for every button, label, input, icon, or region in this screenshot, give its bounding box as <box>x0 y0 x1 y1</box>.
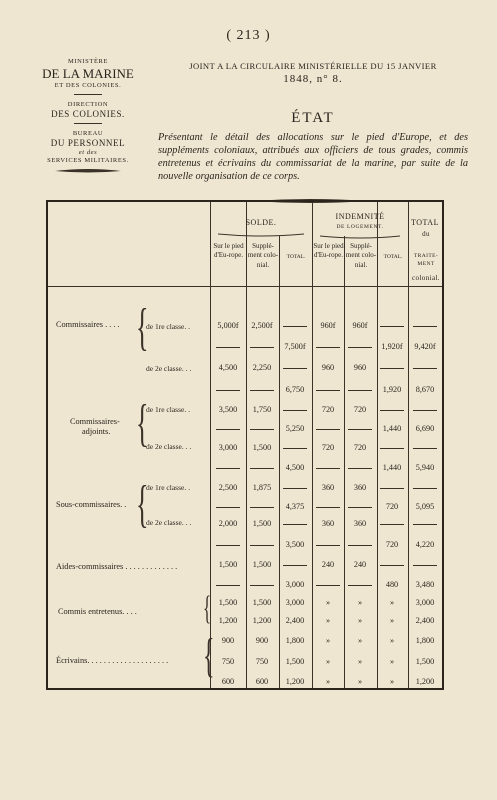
table-cell: 720 <box>353 405 367 414</box>
header-total-top: TOTAL <box>411 218 439 227</box>
table-cell: 5,250 <box>285 424 305 433</box>
document-subtitle: Présentant le détail des allocations sur le pied d'Europe, et des suppléments coloniaux, attribués aux officiers de tous grades, commis entretenus et écrivains du commissariat de la marine, par suite de la nouvelle organisation de ce corps. <box>158 132 468 183</box>
table-cell: 2,400 <box>285 616 305 625</box>
row-label-ecrivains: Écrivains. . . . . . . . . . . . . . . . . . . . <box>56 656 169 665</box>
table-cell: » <box>357 636 363 645</box>
table-cell: 600 <box>221 677 235 686</box>
class-label: de 1re classe. . <box>146 322 190 331</box>
table-rule <box>380 368 404 369</box>
header-sur-pied: Sur le pied d'Eu-rope. <box>213 242 244 260</box>
table-cell: » <box>357 616 363 625</box>
table-cell: 240 <box>353 560 367 569</box>
table-rule <box>380 488 404 489</box>
flourish-ornament <box>53 168 123 174</box>
table-cell: 360 <box>353 519 367 528</box>
table-cell: 1,875 <box>252 483 272 492</box>
table-rule <box>348 507 372 508</box>
table-cell: » <box>357 598 363 607</box>
row-label-commissaires-adjoints-2: adjoints. <box>82 427 111 436</box>
table-cell: 3,000 <box>415 598 435 607</box>
table-rule <box>216 390 240 391</box>
table-cell: 360 <box>321 519 335 528</box>
table-cell: 1,500 <box>218 598 238 607</box>
table-cell: 2,400 <box>415 616 435 625</box>
table-cell: 1,200 <box>415 677 435 686</box>
header-indemnite: INDEMNITÉ <box>335 212 385 221</box>
table-cell: 1,500 <box>252 519 272 528</box>
table-cell: 3,500 <box>218 405 238 414</box>
table-cell: » <box>389 677 395 686</box>
table-rule <box>283 448 307 449</box>
table-rule <box>250 507 274 508</box>
table-cell: » <box>389 598 395 607</box>
table-cell: 3,000 <box>285 598 305 607</box>
brace: { <box>203 629 215 682</box>
table-rule <box>283 326 307 327</box>
class-label: de 1re classe. . <box>146 483 190 492</box>
table-rule <box>316 468 340 469</box>
table-cell: » <box>389 657 395 666</box>
ministry-small: MINISTÈRE <box>67 58 109 65</box>
table-cell: 5,940 <box>415 463 435 472</box>
table-cell: 7,500f <box>284 342 306 351</box>
table-cell: 1,200 <box>218 616 238 625</box>
table-cell: 960 <box>321 363 335 372</box>
table-cell: » <box>389 636 395 645</box>
table-cell: 4,375 <box>285 502 305 511</box>
class-label: de 1re classe. . <box>146 405 190 414</box>
table-rule <box>380 565 404 566</box>
table-rule <box>250 545 274 546</box>
table-cell: 3,000 <box>285 580 305 589</box>
divider <box>74 123 102 124</box>
table-rule <box>250 429 274 430</box>
page-number: ( 213 ) <box>226 28 271 43</box>
table-cell: 2,250 <box>252 363 272 372</box>
table-cell: 3,480 <box>415 580 435 589</box>
row-label-commissaires: Commissaires . . . . <box>56 320 120 329</box>
circular-reference <box>158 61 468 86</box>
table-cell: 2,000 <box>218 519 238 528</box>
brace: { <box>136 395 149 452</box>
table-cell: 9,420f <box>414 342 436 351</box>
table-rule <box>216 585 240 586</box>
table-cell: 4,500 <box>218 363 238 372</box>
table-cell: 1,750 <box>252 405 272 414</box>
table-rule <box>380 326 404 327</box>
direction-name: DES COLONIES. <box>51 108 125 119</box>
class-label: de 2e classe. . . <box>146 518 192 527</box>
table-cell: » <box>357 677 363 686</box>
table-cell: 6,750 <box>285 385 305 394</box>
table-rule <box>216 429 240 430</box>
table-rule <box>250 468 274 469</box>
class-label: de 2e classe. . . <box>146 364 192 373</box>
brace: { <box>136 299 149 356</box>
class-label: de 2e classe. . . <box>146 442 192 451</box>
table-rule <box>413 524 437 525</box>
table-cell: 750 <box>255 657 269 666</box>
circular-line1: JOINT A LA CIRCULAIRE MINISTÉRIELLE DU 15 JANVIER <box>189 61 437 71</box>
table-cell: 960 <box>353 363 367 372</box>
table-cell: 360 <box>321 483 335 492</box>
bureau-sub2: SERVICES MILITAIRES. <box>47 157 129 165</box>
table-cell: 360 <box>353 483 367 492</box>
table-cell: 1,200 <box>252 616 272 625</box>
table-cell: 5,095 <box>415 502 435 511</box>
circular-line2: 1848, n° 8. <box>283 73 343 86</box>
table-rule <box>413 410 437 411</box>
table-rule <box>316 507 340 508</box>
table-rule <box>413 326 437 327</box>
table-rule <box>283 368 307 369</box>
table-rule <box>316 585 340 586</box>
table-cell: 750 <box>221 657 235 666</box>
table-rule <box>283 410 307 411</box>
ministry-name: DE LA MARINE <box>42 66 134 82</box>
table-cell: » <box>325 598 331 607</box>
table-rule <box>380 524 404 525</box>
table-rule <box>283 488 307 489</box>
table-rule <box>316 347 340 348</box>
ministry-header <box>18 58 158 174</box>
table-cell: 3,500 <box>285 540 305 549</box>
table-rule <box>348 390 372 391</box>
table-cell: 480 <box>385 580 399 589</box>
allocations-table <box>46 200 444 690</box>
table-cell: 2,500 <box>218 483 238 492</box>
divider <box>74 94 102 95</box>
table-cell: » <box>325 636 331 645</box>
table-cell: 1,500 <box>252 598 272 607</box>
table-rule <box>413 448 437 449</box>
table-cell: 3,000 <box>218 443 238 452</box>
table-cell: 5,000f <box>217 321 239 330</box>
table-cell: 1,500 <box>252 443 272 452</box>
table-rule <box>316 429 340 430</box>
bureau-small: BUREAU <box>72 129 104 137</box>
table-cell: » <box>325 616 331 625</box>
table-cell: » <box>325 657 331 666</box>
table-cell: 4,220 <box>415 540 435 549</box>
table-rule <box>348 468 372 469</box>
table-cell: 1,800 <box>415 636 435 645</box>
table-rule <box>316 545 340 546</box>
table-cell: 900 <box>255 636 269 645</box>
direction-small: DIRECTION <box>67 100 109 108</box>
table-rule <box>216 347 240 348</box>
header-indemnite-sub: DE LOGEMENT. <box>336 224 384 230</box>
table-rule <box>250 585 274 586</box>
table-cell: 720 <box>385 540 399 549</box>
table-cell: 1,800 <box>285 636 305 645</box>
table-rule <box>250 390 274 391</box>
table-cell: » <box>389 616 395 625</box>
header-indem-sur-pied: Sur le pied d'Eu-rope. <box>313 242 344 260</box>
table-cell: 6,690 <box>415 424 435 433</box>
table-cell: 900 <box>221 636 235 645</box>
header-total: TOTAL. <box>286 254 306 260</box>
header-indem-supplement: Supplé-ment colo-nial. <box>345 242 377 269</box>
row-label-commis-entretenus: Commis entretenus. . . . <box>58 607 137 616</box>
table-cell: 1,440 <box>382 463 402 472</box>
table-cell: 720 <box>321 405 335 414</box>
table-cell: 1,500 <box>252 560 272 569</box>
brace: { <box>136 476 149 533</box>
table-cell: 720 <box>385 502 399 511</box>
row-label-commissaires-adjoints: Commissaires- <box>70 417 120 426</box>
table-cell: 960f <box>320 321 336 330</box>
table-cell: 1,920 <box>382 385 402 394</box>
table-cell: 720 <box>353 443 367 452</box>
table-cell: 1,200 <box>285 677 305 686</box>
table-cell: 1,920f <box>381 342 403 351</box>
table-cell: 8,670 <box>415 385 435 394</box>
header-indem-total: TOTAL. <box>383 254 403 260</box>
table-cell: 600 <box>255 677 269 686</box>
table-rule <box>380 410 404 411</box>
header-solde: SOLDE. <box>245 218 277 227</box>
table-rule <box>283 565 307 566</box>
table-rule <box>380 448 404 449</box>
table-rule <box>216 507 240 508</box>
table-cell: 240 <box>321 560 335 569</box>
table-cell: 1,500 <box>285 657 305 666</box>
bureau-name: DU PERSONNEL <box>50 138 126 148</box>
row-label-sous-commissaires: Sous-commissaires. . <box>56 500 127 509</box>
table-cell: 2,500f <box>251 321 273 330</box>
ministry-sub: ET DES COLONIES. <box>54 82 122 90</box>
table-rule <box>316 390 340 391</box>
table-rule <box>216 545 240 546</box>
table-cell: 4,500 <box>285 463 305 472</box>
table-cell: 1,500 <box>218 560 238 569</box>
brace: { <box>203 590 212 627</box>
table-cell: 1,500 <box>415 657 435 666</box>
table-cell: 960f <box>352 321 368 330</box>
table-cell: » <box>357 657 363 666</box>
table-rule <box>348 429 372 430</box>
table-rule <box>413 368 437 369</box>
table-rule <box>413 488 437 489</box>
table-rule <box>348 585 372 586</box>
table-rule <box>413 565 437 566</box>
table-rule <box>348 347 372 348</box>
document-title: ÉTAT <box>291 110 335 126</box>
row-label-aides-commissaires: Aides-commissaires . . . . . . . . . . . . . <box>56 562 178 571</box>
header-supplement: Supplé-ment colo-nial. <box>247 242 279 269</box>
bureau-sub1: et des <box>78 149 98 157</box>
table-rule <box>283 524 307 525</box>
header-total-col: du TRAITE-MENT colonial. <box>412 230 440 283</box>
table-rule <box>348 545 372 546</box>
table-cell: » <box>325 677 331 686</box>
table-rule <box>216 468 240 469</box>
table-cell: 1,440 <box>382 424 402 433</box>
table-cell: 720 <box>321 443 335 452</box>
table-rule <box>250 347 274 348</box>
